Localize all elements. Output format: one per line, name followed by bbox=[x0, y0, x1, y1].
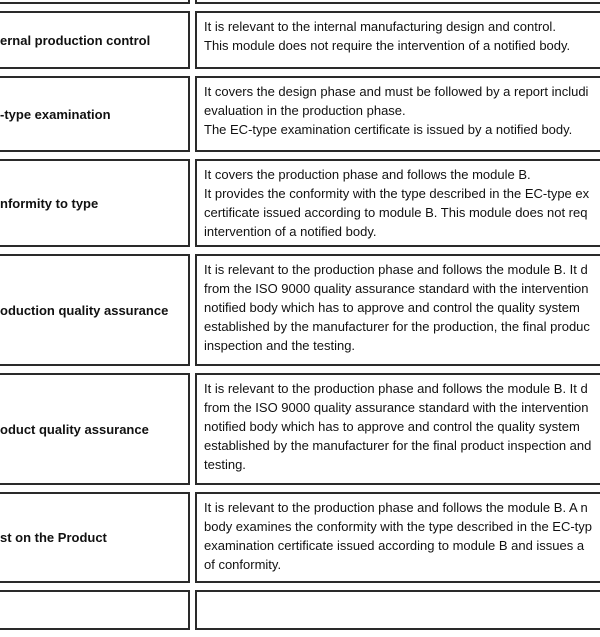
description-line: from the ISO 9000 quality assurance standard with the intervention bbox=[204, 400, 589, 415]
module-description-cell bbox=[195, 492, 600, 583]
table-row bbox=[0, 254, 600, 366]
description-line: It provides the conformity with the type described in the EC-type ex bbox=[204, 186, 590, 201]
module-name: nformity to type bbox=[0, 195, 99, 211]
table-row bbox=[0, 159, 600, 247]
module-description-cell bbox=[195, 373, 600, 485]
module-description bbox=[197, 256, 600, 355]
description-line: evaluation in the production phase. bbox=[204, 103, 406, 118]
description-line: of conformity. bbox=[204, 557, 282, 572]
module-name-cell bbox=[0, 254, 190, 366]
table-row bbox=[0, 492, 600, 583]
description-line: established by the manufacturer for the production, the final produc bbox=[204, 319, 590, 334]
module-name: st on the Product bbox=[0, 530, 107, 545]
module-description-cell bbox=[195, 76, 600, 152]
module-name: oduction quality assurance bbox=[0, 302, 169, 318]
module-description bbox=[197, 161, 600, 241]
description-line: notified body which has to approve and control the quality system bbox=[204, 419, 580, 434]
description-line: It covers the design phase and must be followed by a report includi bbox=[204, 84, 589, 99]
partial-row-below bbox=[0, 590, 600, 630]
module-description bbox=[197, 375, 600, 474]
description-line: notified body which has to approve and control the quality system bbox=[204, 300, 580, 315]
module-description-cell bbox=[195, 159, 600, 247]
module-description-cell bbox=[195, 11, 600, 69]
module-name-cell bbox=[0, 492, 190, 583]
table-row bbox=[0, 76, 600, 152]
partial-cell bbox=[195, 590, 600, 630]
description-line: from the ISO 9000 quality assurance standard with the intervention bbox=[204, 281, 589, 296]
partial-cell bbox=[195, 0, 600, 4]
description-line: established by the manufacturer for the final product inspection and bbox=[204, 438, 592, 453]
description-line: testing. bbox=[204, 457, 246, 472]
module-name-cell bbox=[0, 373, 190, 485]
description-line: inspection and the testing. bbox=[204, 338, 356, 353]
module-description bbox=[197, 13, 600, 55]
table-row bbox=[0, 373, 600, 485]
description-line: certificate issued according to module B. This module does not req bbox=[204, 205, 588, 220]
description-line: intervention of a notified body. bbox=[204, 224, 377, 239]
module-name-cell bbox=[0, 76, 190, 152]
module-name: oduct quality assurance bbox=[0, 421, 149, 437]
description-line: The EC-type examination certificate is issued by a notified body. bbox=[204, 122, 573, 137]
module-name: ernal production control bbox=[0, 32, 151, 48]
description-line: It is relevant to the production phase and follows the module B. A n bbox=[204, 500, 588, 515]
description-line: examination certificate issued according to module B and issues a bbox=[204, 538, 585, 553]
module-description bbox=[197, 78, 600, 139]
partial-cell bbox=[0, 590, 190, 630]
description-line: It is relevant to the production phase and follows the module B. It d bbox=[204, 381, 588, 396]
partial-row-above bbox=[0, 0, 600, 4]
module-name-cell bbox=[0, 159, 190, 247]
description-line: It is relevant to the production phase and follows the module B. It d bbox=[204, 262, 588, 277]
module-name-cell bbox=[0, 11, 190, 69]
description-line: It is relevant to the internal manufacturing design and control. bbox=[204, 19, 556, 34]
module-name: -type examination bbox=[0, 106, 111, 122]
table-row bbox=[0, 11, 600, 69]
description-line: body examines the conformity with the type described in the EC-typ bbox=[204, 519, 593, 534]
description-line: This module does not require the intervention of a notified body. bbox=[204, 38, 571, 53]
module-description-cell bbox=[195, 254, 600, 366]
description-line: It covers the production phase and follows the module B. bbox=[204, 167, 531, 182]
partial-cell bbox=[0, 0, 190, 4]
module-description bbox=[197, 494, 600, 574]
